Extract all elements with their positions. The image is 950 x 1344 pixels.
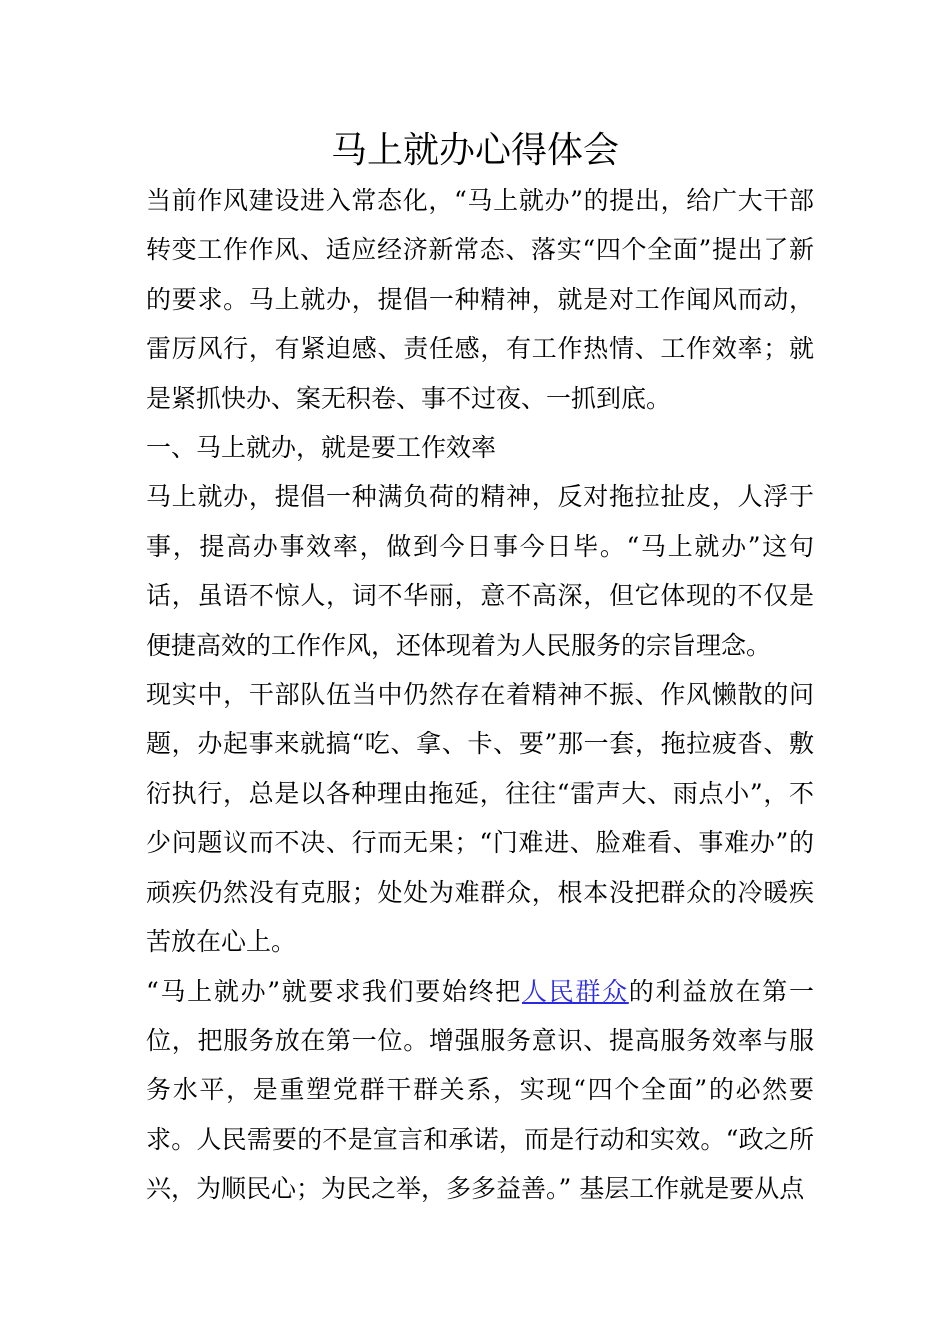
section-heading-1: 一、马上就办，就是要工作效率 — [146, 433, 497, 463]
document-title: 马上就办心得体会 — [330, 130, 619, 171]
paragraph-reality: 现实中，干部队伍当中仍然存在着精神不振、作风懒散的问题，办起事来就搞“吃、拿、卡、要”那一套，拖拉疲沓、敷衍执行，总是以各种理由拖延，往往“雷声大、雨点小”，不少问题议而不决、行而无果；“门难进、脸难看、事难办”的顽疾仍然没有克服；处处为难群众，根本没把群众的冷暖疾苦放在心上。 — [146, 680, 814, 957]
paragraph-intro: 当前作风建设进入常态化，“马上就办”的提出，给广大干部转变工作作风、适应经济新常态、落实“四个全面”提出了新的要求。马上就办，提倡一种精神，就是对工作闻风而动，雷厉风行，有紧迫感、责任感，有工作热情、工作效率；就是紧抓快办、案无积卷、事不过夜、一抓到底。 — [146, 186, 814, 413]
people-masses-link[interactable]: 人民群众 — [522, 976, 629, 1006]
paragraph-service — [146, 967, 814, 1214]
paragraph-service-start: “马上就办”就要求我们要始终把 — [146, 976, 522, 1006]
paragraph-efficiency: 马上就办，提倡一种满负荷的精神，反对拖拉扯皮，人浮于事，提高办事效率，做到今日事今日毕。“马上就办”这句话，虽语不惊人，词不华丽，意不高深，但它体现的不仅是便捷高效的工作作风，还体现着为人民服务的宗旨理念。 — [146, 482, 814, 660]
paragraph-service-rest: 的利益放在第一位，把服务放在第一位。增强服务意识、提高服务效率与服务水平，是重塑党群干群关系，实现“四个全面”的必然要求。人民需要的不是宣言和承诺，而是行动和实效。“政之所兴，为顺民心；为民之举，多多益善。” 基层工作就是要从点 — [146, 976, 814, 1204]
document-body — [146, 176, 814, 1214]
